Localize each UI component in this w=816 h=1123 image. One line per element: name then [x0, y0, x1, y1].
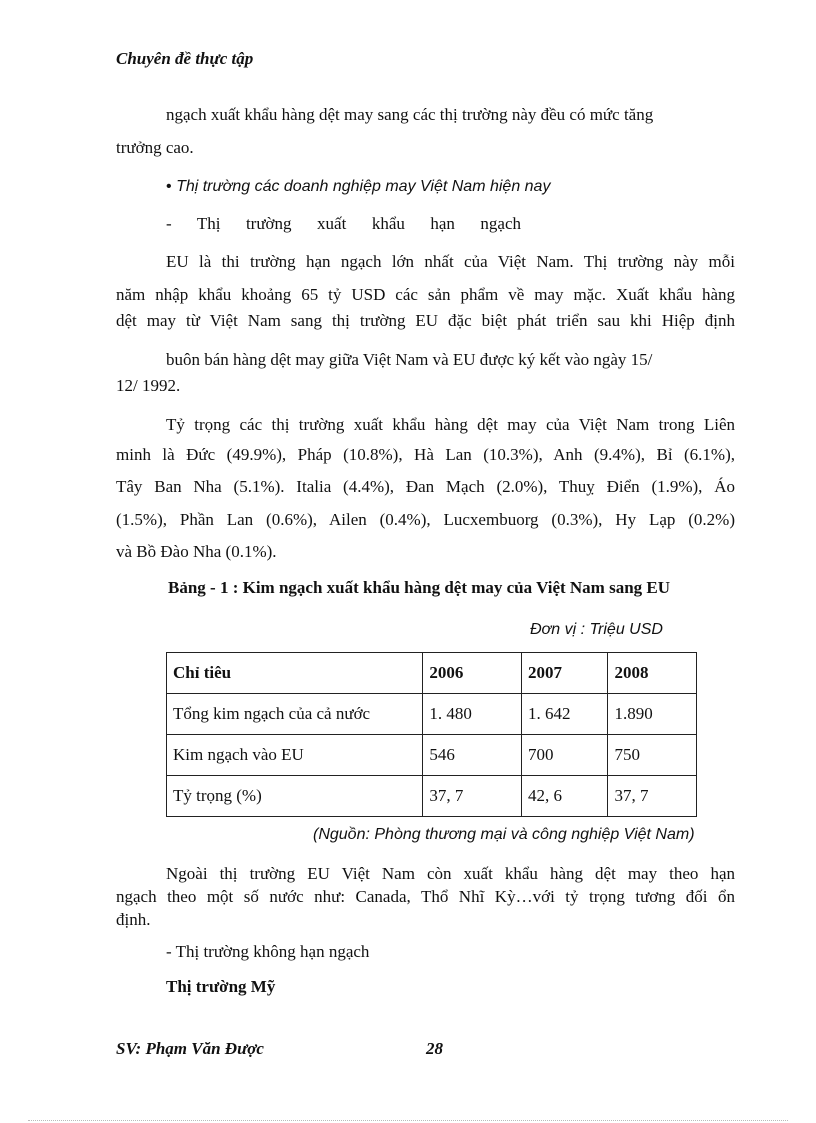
bullet-icon: •: [166, 178, 172, 195]
paragraph-line: năm nhập khẩu khoảng 65 tỷ USD các sản phẩm về may mặc. Xuất khẩu hàng: [116, 285, 735, 304]
table-cell: 1. 480: [423, 694, 522, 735]
paragraph-line: và Bồ Đào Nha (0.1%).: [116, 542, 277, 561]
table-header-cell: 2007: [522, 653, 608, 694]
table-cell: 546: [423, 735, 522, 776]
paragraph-line: Ngoài thị trường EU Việt Nam còn xuất khẩu hàng dệt may theo hạn: [166, 864, 735, 883]
table-header-row: [167, 653, 697, 694]
table-cell: Tỷ trọng (%): [167, 776, 423, 817]
table-row: [167, 694, 697, 735]
table-caption: Bảng - 1 : Kim ngạch xuất khẩu hàng dệt may của Việt Nam sang EU: [168, 578, 671, 597]
page-header-title: Chuyên đề thực tập: [116, 49, 254, 68]
paragraph-line: Tỷ trọng các thị trường xuất khẩu hàng dệt may của Việt Nam trong Liên: [166, 415, 735, 434]
paragraph-line: ngạch xuất khẩu hàng dệt may sang các thị trường này đều có mức tăng: [166, 105, 654, 124]
non-quota-heading: - Thị trường không hạn ngạch: [166, 942, 370, 961]
paragraph-line: định.: [116, 910, 151, 929]
table-header-cell: Chỉ tiêu: [167, 653, 423, 694]
paragraph-line: buôn bán hàng dệt may giữa Việt Nam và EU được ký kết vào ngày 15/: [166, 350, 653, 369]
footer-page-number: 28: [426, 1039, 443, 1058]
paragraph-line: EU là thi trường hạn ngạch lớn nhất của Việt Nam. Thị trường này mỗi: [166, 252, 735, 271]
paragraph-line: dệt may từ Việt Nam sang thị trường EU đặc biệt phát triển sau khi Hiệp định: [116, 311, 735, 330]
table-cell: 1. 642: [522, 694, 608, 735]
table-cell: 42, 6: [522, 776, 608, 817]
table-cell: 750: [608, 735, 697, 776]
paragraph-line: 12/ 1992.: [116, 376, 181, 395]
table-header-cell: 2008: [608, 653, 697, 694]
table-cell: Tổng kim ngạch của cả nước: [167, 694, 423, 735]
table-source: (Nguồn: Phòng thương mại và công nghiệp Việt Nam): [313, 826, 695, 843]
page-bottom-divider: [28, 1120, 788, 1121]
bullet-heading: [166, 170, 550, 203]
us-market-heading: Thị trường Mỹ: [166, 977, 276, 996]
table-header-cell: 2006: [423, 653, 522, 694]
export-table: [166, 652, 697, 817]
paragraph-line: (1.5%), Phần Lan (0.6%), Ailen (0.4%), Lucxembuorg (0.3%), Hy Lạp (0.2%): [116, 510, 735, 529]
table-cell: 1.890: [608, 694, 697, 735]
bullet-heading-text: Thị trường các doanh nghiệp may Việt Nam hiện nay: [176, 178, 551, 195]
table-row: [167, 776, 697, 817]
footer-student-name: SV: Phạm Văn Được: [116, 1039, 264, 1058]
table-row: [167, 735, 697, 776]
quota-market-line: - Thị trường xuất khẩu hạn ngạch: [166, 214, 521, 233]
paragraph-line: minh là Đức (49.9%), Pháp (10.8%), Hà Lan (10.3%), Anh (9.4%), Bỉ (6.1%),: [116, 445, 735, 464]
paragraph-line: trưởng cao.: [116, 138, 194, 157]
paragraph-line: ngạch theo một số nước như: Canada, Thổ Nhĩ Kỳ…với tỷ trọng tương đối ổn: [116, 887, 735, 906]
table-cell: 700: [522, 735, 608, 776]
paragraph-line: Tây Ban Nha (5.1%). Italia (4.4%), Đan Mạch (2.0%), Thuỵ Điển (1.9%), Áo: [116, 477, 735, 496]
table-cell: 37, 7: [608, 776, 697, 817]
table-cell: 37, 7: [423, 776, 522, 817]
table-cell: Kim ngạch vào EU: [167, 735, 423, 776]
table-unit: Đơn vị : Triệu USD: [530, 621, 663, 638]
